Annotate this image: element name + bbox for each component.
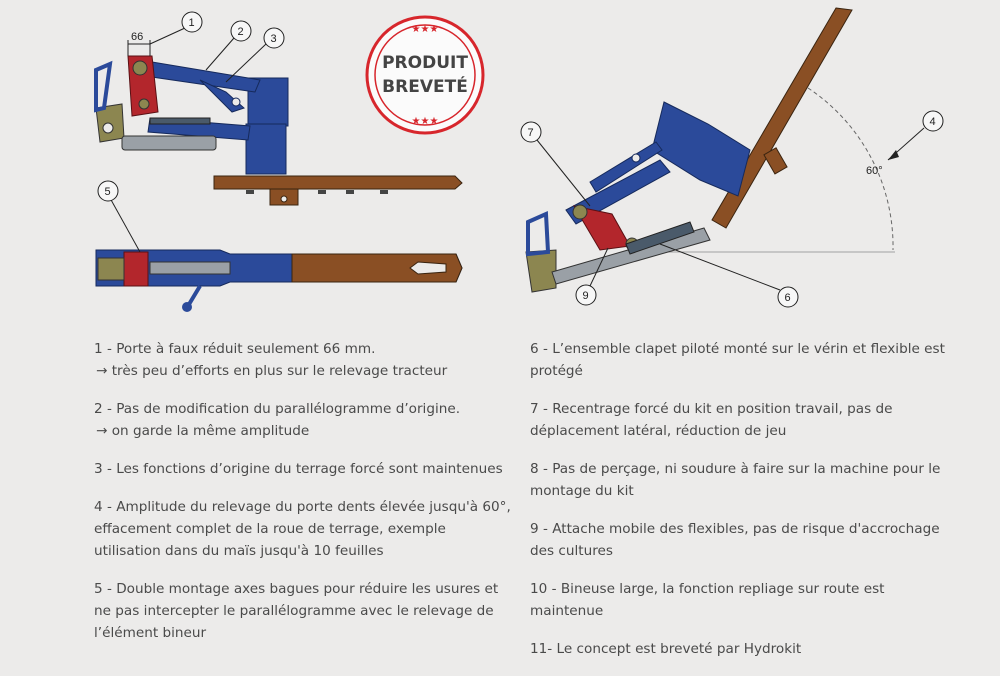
legend-item-9 bbox=[530, 518, 960, 562]
legend-right-column bbox=[530, 338, 960, 676]
stamp-stars-top: ★★★ bbox=[411, 24, 439, 35]
callout-7: 7 bbox=[527, 127, 534, 139]
technical-diagram bbox=[0, 0, 1000, 330]
legend-item-2-text: 2 - Pas de modification du parallélogramme d’origine. bbox=[94, 401, 461, 417]
legend-item-6 bbox=[530, 338, 960, 382]
angle-60-label: 60° bbox=[866, 165, 883, 177]
legend-item-7-text: 7 - Recentrage forcé du kit en position travail, pas de déplacement latéral, réduction de jeu bbox=[530, 401, 893, 439]
legend-item-11-text: 11- Le concept est breveté par Hydrokit bbox=[530, 641, 802, 657]
callout-4: 4 bbox=[929, 116, 936, 128]
legend-item-2-note: → on garde la même amplitude bbox=[96, 423, 310, 439]
legend-item-11 bbox=[530, 638, 960, 660]
legend-item-1-text: 1 - Porte à faux réduit seulement 66 mm. bbox=[94, 341, 376, 357]
legend-item-8-text: 8 - Pas de perçage, ni soudure à faire sur la machine pour le montage du kit bbox=[530, 461, 941, 499]
stamp-line-1: PRODUIT bbox=[382, 53, 468, 73]
legend-item-10-text: 10 - Bineuse large, la fonction repliage sur route est maintenue bbox=[530, 581, 885, 619]
callout-2: 2 bbox=[237, 26, 244, 38]
legend-item-1 bbox=[94, 338, 514, 382]
side-view-raised-position bbox=[521, 8, 943, 307]
legend-item-2 bbox=[94, 398, 514, 442]
callout-9: 9 bbox=[582, 290, 589, 302]
legend-item-9-text: 9 - Attache mobile des flexibles, pas de risque d'accrochage des cultures bbox=[530, 521, 940, 559]
legend-item-4-text: 4 - Amplitude du relevage du porte dents élevée jusqu'à 60°, effacement complet de la roue de terrage, exemple utilisation dans du maïs jusqu'à 10 feuilles bbox=[94, 499, 511, 559]
legend-item-7 bbox=[530, 398, 960, 442]
legend-item-1-note: → très peu d’efforts en plus sur le relevage tracteur bbox=[96, 363, 448, 379]
legend-item-10 bbox=[530, 578, 960, 622]
callout-3: 3 bbox=[270, 33, 277, 45]
stamp-stars-bottom: ★★★ bbox=[411, 116, 439, 127]
callout-6: 6 bbox=[784, 292, 791, 304]
legend-item-3-text: 3 - Les fonctions d’origine du terrage forcé sont maintenues bbox=[94, 461, 503, 477]
patent-stamp bbox=[367, 17, 483, 133]
legend-item-5-text: 5 - Double montage axes bagues pour réduire les usures et ne pas intercepter le parallélogramme avec le relevage de l’élément bineur bbox=[94, 581, 499, 641]
callout-1: 1 bbox=[188, 17, 195, 29]
stamp-line-2: BREVETÉ bbox=[382, 77, 468, 97]
legend-item-6-text: 6 - L’ensemble clapet piloté monté sur le vérin et flexible est protégé bbox=[530, 341, 945, 379]
legend-item-3 bbox=[94, 458, 514, 480]
dimension-66-label: 66 bbox=[131, 31, 144, 43]
legend-item-4 bbox=[94, 496, 514, 562]
legend-item-8 bbox=[530, 458, 960, 502]
legend-left-column bbox=[94, 338, 514, 660]
callout-5: 5 bbox=[104, 186, 111, 198]
legend-item-5 bbox=[94, 578, 514, 644]
